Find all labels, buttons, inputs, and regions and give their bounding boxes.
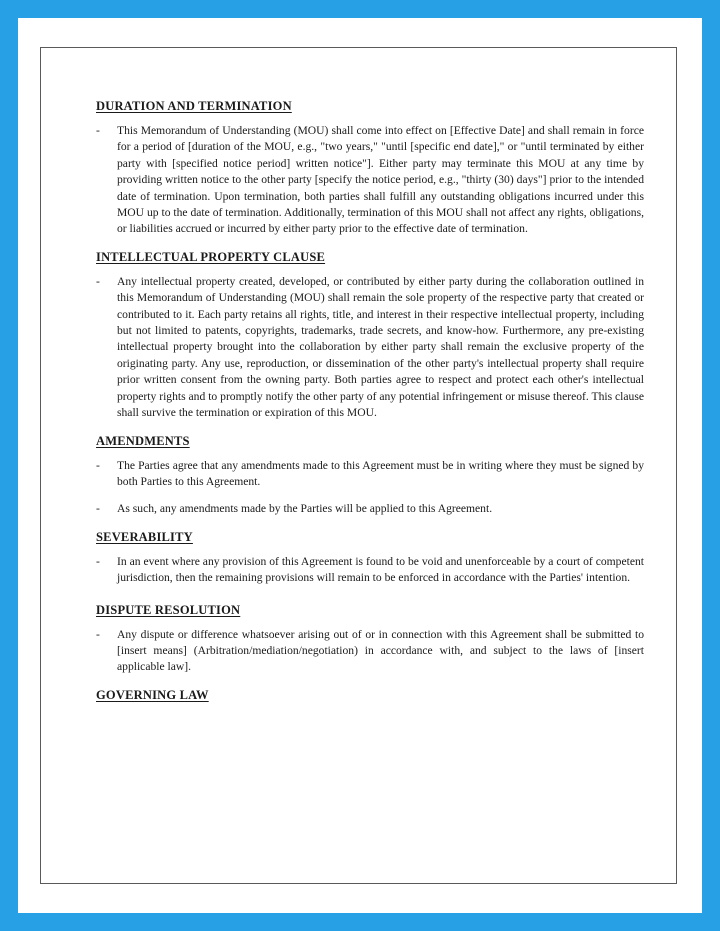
section-heading: DURATION AND TERMINATION (96, 99, 292, 113)
section-dispute-resolution (96, 602, 644, 676)
section-heading: GOVERNING LAW (96, 687, 209, 702)
bullet-text: In an event where any provision of this Agreement is found to be void and unenforceable by a court of competent jurisdiction, then the remaining provisions will remain to be enforced in accordance with the Parties' intention. (117, 554, 644, 585)
section-heading: INTELLECTUAL PROPERTY CLAUSE (96, 249, 326, 264)
bullet-text: This Memorandum of Understanding (MOU) shall come into effect on [Effective Date] and shall remain in force for a period of [duration of the MOU, e.g., "two years," "until [specific end date]," or "until terminated by either party with [specified notice period] written notice"]. Either party may terminate this MOU at any time by providing written notice to the other party [specify the notice period, e.g., "thirty (30) days"] prior to the intended date of termination. Upon termination, both parties shall fulfill any outstanding obligations incurred under this MOU up to the date of termination. Additionally, termination of this MOU shall not affect any rights, obligations, or liabilities accrued or incurred by either party prior to the effective date of termination. (117, 124, 644, 236)
bullet-text: The Parties agree that any amendments made to this Agreement must be in writing where they must be signed by both Parties to this Agreement. (117, 458, 644, 488)
bullet-text: Any dispute or difference whatsoever arising out of or in connection with this Agreement shall be submitted to [insert means] (Arbitration/mediation/negotiation) in accordance with, and subject to the laws of [insert applicable law]. (117, 627, 644, 674)
bullet-marker: - (96, 502, 100, 516)
bullet-item (96, 627, 644, 676)
bullet-marker: - (96, 124, 100, 137)
section-duration-and-termination (96, 98, 644, 238)
section-severability (96, 529, 644, 587)
section-heading: DISPUTE RESOLUTION (96, 602, 241, 617)
bullet-item (96, 458, 644, 491)
bullet-item (96, 554, 644, 587)
section-amendments (96, 433, 644, 518)
bullet-marker: - (96, 458, 100, 472)
bullet-marker: - (96, 554, 100, 568)
section-heading: AMENDMENTS (96, 433, 190, 448)
bullet-text: Any intellectual property created, developed, or contributed by either party during the collaboration outlined in this Memorandum of Understanding (MOU) shall remain the sole property of the respective party that created or contributed to it. Each party retains all rights, title, and interest in their respective intellectual property, including but not limited to patents, copyrights, trademarks, trade secrets, and know-how. Furthermore, any pre-existing intellectual property brought into the collaboration by either party shall remain the exclusive property of the originating party. Any use, reproduction, or dissemination of the other party's intellectual property shall require prior written consent from the owning party. Both parties agree to respect and protect each other's intellectual property rights and to promptly notify the other party of any potential infringement or misuse thereof. This clause shall survive the termination or expiration of this MOU. (117, 274, 644, 420)
bullet-marker: - (96, 274, 100, 288)
document-body (96, 98, 644, 712)
bullet-marker: - (96, 627, 100, 641)
section-governing-law (96, 687, 644, 703)
bullet-text: As such, any amendments made by the Parties will be applied to this Agreement. (117, 502, 493, 516)
section-heading: SEVERABILITY (96, 529, 193, 544)
document-frame (18, 18, 702, 913)
section-intellectual-property-clause (96, 249, 644, 422)
bullet-item (96, 501, 644, 517)
bullet-item (96, 274, 644, 422)
bullet-item (96, 123, 644, 238)
